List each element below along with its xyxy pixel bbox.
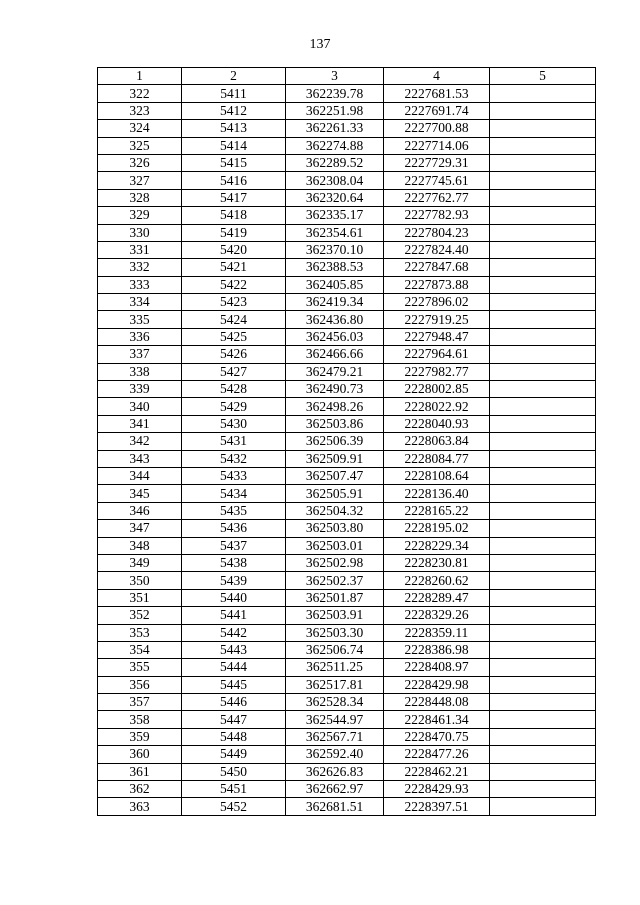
note-cell [490,554,596,571]
x-coordinate-cell: 362505.91 [286,485,384,502]
table-row [98,572,596,589]
point-number-cell: 5432 [182,450,286,467]
point-number-cell: 5435 [182,502,286,519]
x-coordinate-cell: 362419.34 [286,294,384,311]
point-number-cell: 5430 [182,415,286,432]
table-row [98,659,596,676]
point-number-cell: 5448 [182,728,286,745]
table-row [98,641,596,658]
x-coordinate-cell: 362498.26 [286,398,384,415]
y-coordinate-cell: 2228165.22 [384,502,490,519]
x-coordinate-cell: 362289.52 [286,154,384,171]
point-number-cell: 5428 [182,381,286,398]
x-coordinate-cell: 362528.34 [286,694,384,711]
point-number-cell: 5429 [182,398,286,415]
note-cell [490,728,596,745]
table-row [98,589,596,606]
table-row [98,554,596,571]
y-coordinate-cell: 2227919.25 [384,311,490,328]
y-coordinate-cell: 2228477.26 [384,746,490,763]
y-coordinate-cell: 2227804.23 [384,224,490,241]
y-coordinate-cell: 2227982.77 [384,363,490,380]
x-coordinate-cell: 362370.10 [286,241,384,258]
row-index-cell: 344 [98,467,182,484]
y-coordinate-cell: 2228229.34 [384,537,490,554]
row-index-cell: 334 [98,294,182,311]
table-row [98,781,596,798]
row-index-cell: 349 [98,554,182,571]
x-coordinate-cell: 362335.17 [286,207,384,224]
point-number-cell: 5440 [182,589,286,606]
note-cell [490,276,596,293]
x-coordinate-cell: 362479.21 [286,363,384,380]
row-index-cell: 326 [98,154,182,171]
y-coordinate-cell: 2227847.68 [384,259,490,276]
note-cell [490,102,596,119]
row-index-cell: 345 [98,485,182,502]
x-coordinate-cell: 362502.37 [286,572,384,589]
point-number-cell: 5416 [182,172,286,189]
y-coordinate-cell: 2227964.61 [384,346,490,363]
note-cell [490,224,596,241]
note-cell [490,537,596,554]
table-header-row [98,68,596,85]
y-coordinate-cell: 2228359.11 [384,624,490,641]
note-cell [490,659,596,676]
row-index-cell: 323 [98,102,182,119]
point-number-cell: 5449 [182,746,286,763]
x-coordinate-cell: 362626.83 [286,763,384,780]
point-number-cell: 5425 [182,328,286,345]
row-index-cell: 322 [98,85,182,102]
x-coordinate-cell: 362544.97 [286,711,384,728]
row-index-cell: 329 [98,207,182,224]
y-coordinate-cell: 2228470.75 [384,728,490,745]
note-cell [490,328,596,345]
note-cell [490,189,596,206]
note-cell [490,346,596,363]
x-coordinate-cell: 362503.91 [286,607,384,624]
x-coordinate-cell: 362506.39 [286,433,384,450]
note-cell [490,781,596,798]
row-index-cell: 332 [98,259,182,276]
y-coordinate-cell: 2228230.81 [384,554,490,571]
y-coordinate-cell: 2228329.26 [384,607,490,624]
x-coordinate-cell: 362308.04 [286,172,384,189]
point-number-cell: 5436 [182,520,286,537]
note-cell [490,154,596,171]
row-index-cell: 337 [98,346,182,363]
table-row [98,311,596,328]
point-number-cell: 5446 [182,694,286,711]
point-number-cell: 5426 [182,346,286,363]
row-index-cell: 347 [98,520,182,537]
point-number-cell: 5439 [182,572,286,589]
y-coordinate-cell: 2228408.97 [384,659,490,676]
x-coordinate-cell: 362681.51 [286,798,384,815]
point-number-cell: 5447 [182,711,286,728]
point-number-cell: 5417 [182,189,286,206]
x-coordinate-cell: 362506.74 [286,641,384,658]
note-cell [490,415,596,432]
row-index-cell: 338 [98,363,182,380]
row-index-cell: 330 [98,224,182,241]
point-number-cell: 5421 [182,259,286,276]
table-row [98,346,596,363]
point-number-cell: 5419 [182,224,286,241]
column-header-4: 4 [384,68,490,85]
note-cell [490,433,596,450]
table-row [98,467,596,484]
point-number-cell: 5434 [182,485,286,502]
row-index-cell: 324 [98,120,182,137]
x-coordinate-cell: 362504.32 [286,502,384,519]
x-coordinate-cell: 362502.98 [286,554,384,571]
y-coordinate-cell: 2227729.31 [384,154,490,171]
row-index-cell: 361 [98,763,182,780]
table-row [98,607,596,624]
row-index-cell: 331 [98,241,182,258]
note-cell [490,798,596,815]
point-number-cell: 5415 [182,154,286,171]
x-coordinate-cell: 362592.40 [286,746,384,763]
table-row [98,276,596,293]
x-coordinate-cell: 362261.33 [286,120,384,137]
table-row [98,398,596,415]
table-row [98,241,596,258]
x-coordinate-cell: 362503.01 [286,537,384,554]
table-row [98,294,596,311]
point-number-cell: 5441 [182,607,286,624]
row-index-cell: 339 [98,381,182,398]
point-number-cell: 5411 [182,85,286,102]
table-row [98,694,596,711]
x-coordinate-cell: 362490.73 [286,381,384,398]
row-index-cell: 355 [98,659,182,676]
y-coordinate-cell: 2228022.92 [384,398,490,415]
y-coordinate-cell: 2228462.21 [384,763,490,780]
y-coordinate-cell: 2228195.02 [384,520,490,537]
note-cell [490,746,596,763]
y-coordinate-cell: 2227745.61 [384,172,490,189]
point-number-cell: 5412 [182,102,286,119]
point-number-cell: 5444 [182,659,286,676]
y-coordinate-cell: 2228002.85 [384,381,490,398]
x-coordinate-cell: 362239.78 [286,85,384,102]
row-index-cell: 363 [98,798,182,815]
y-coordinate-cell: 2228429.98 [384,676,490,693]
row-index-cell: 360 [98,746,182,763]
y-coordinate-cell: 2228108.64 [384,467,490,484]
point-number-cell: 5445 [182,676,286,693]
point-number-cell: 5422 [182,276,286,293]
y-coordinate-cell: 2228063.84 [384,433,490,450]
note-cell [490,398,596,415]
point-number-cell: 5418 [182,207,286,224]
y-coordinate-cell: 2227762.77 [384,189,490,206]
x-coordinate-cell: 362405.85 [286,276,384,293]
note-cell [490,241,596,258]
row-index-cell: 357 [98,694,182,711]
row-index-cell: 352 [98,607,182,624]
note-cell [490,694,596,711]
note-cell [490,520,596,537]
table-row [98,485,596,502]
table-row [98,711,596,728]
y-coordinate-cell: 2227873.88 [384,276,490,293]
column-header-5: 5 [490,68,596,85]
row-index-cell: 325 [98,137,182,154]
row-index-cell: 358 [98,711,182,728]
point-number-cell: 5451 [182,781,286,798]
y-coordinate-cell: 2227700.88 [384,120,490,137]
row-index-cell: 346 [98,502,182,519]
note-cell [490,311,596,328]
note-cell [490,381,596,398]
x-coordinate-cell: 362251.98 [286,102,384,119]
note-cell [490,294,596,311]
page-number: 137 [309,37,331,52]
point-number-cell: 5443 [182,641,286,658]
row-index-cell: 343 [98,450,182,467]
table-row [98,433,596,450]
table-row [98,502,596,519]
note-cell [490,624,596,641]
table-row [98,224,596,241]
coordinates-table [97,67,596,816]
row-index-cell: 354 [98,641,182,658]
note-cell [490,207,596,224]
point-number-cell: 5420 [182,241,286,258]
x-coordinate-cell: 362567.71 [286,728,384,745]
x-coordinate-cell: 362456.03 [286,328,384,345]
row-index-cell: 341 [98,415,182,432]
y-coordinate-cell: 2228289.47 [384,589,490,606]
note-cell [490,137,596,154]
point-number-cell: 5424 [182,311,286,328]
note-cell [490,502,596,519]
row-index-cell: 351 [98,589,182,606]
y-coordinate-cell: 2228461.34 [384,711,490,728]
note-cell [490,450,596,467]
note-cell [490,85,596,102]
table-row [98,676,596,693]
y-coordinate-cell: 2227681.53 [384,85,490,102]
x-coordinate-cell: 362388.53 [286,259,384,276]
y-coordinate-cell: 2228084.77 [384,450,490,467]
point-number-cell: 5423 [182,294,286,311]
x-coordinate-cell: 362509.91 [286,450,384,467]
table-row [98,537,596,554]
y-coordinate-cell: 2227691.74 [384,102,490,119]
table-row [98,120,596,137]
y-coordinate-cell: 2228429.93 [384,781,490,798]
x-coordinate-cell: 362511.25 [286,659,384,676]
column-header-1: 1 [98,68,182,85]
table-row [98,798,596,815]
table-row [98,763,596,780]
table-row [98,207,596,224]
note-cell [490,172,596,189]
point-number-cell: 5431 [182,433,286,450]
row-index-cell: 336 [98,328,182,345]
table-row [98,415,596,432]
note-cell [490,467,596,484]
table-row [98,381,596,398]
row-index-cell: 335 [98,311,182,328]
row-index-cell: 348 [98,537,182,554]
row-index-cell: 362 [98,781,182,798]
point-number-cell: 5442 [182,624,286,641]
y-coordinate-cell: 2228448.08 [384,694,490,711]
row-index-cell: 327 [98,172,182,189]
note-cell [490,589,596,606]
note-cell [490,485,596,502]
row-index-cell: 340 [98,398,182,415]
table-row [98,363,596,380]
table-row [98,189,596,206]
note-cell [490,120,596,137]
table-row [98,728,596,745]
row-index-cell: 328 [98,189,182,206]
x-coordinate-cell: 362436.80 [286,311,384,328]
table-row [98,137,596,154]
row-index-cell: 356 [98,676,182,693]
table-row [98,85,596,102]
note-cell [490,572,596,589]
x-coordinate-cell: 362662.97 [286,781,384,798]
point-number-cell: 5433 [182,467,286,484]
row-index-cell: 333 [98,276,182,293]
x-coordinate-cell: 362320.64 [286,189,384,206]
x-coordinate-cell: 362517.81 [286,676,384,693]
x-coordinate-cell: 362501.87 [286,589,384,606]
y-coordinate-cell: 2228136.40 [384,485,490,502]
table-row [98,450,596,467]
table-row [98,746,596,763]
table-row [98,172,596,189]
table-row [98,328,596,345]
row-index-cell: 353 [98,624,182,641]
column-header-3: 3 [286,68,384,85]
x-coordinate-cell: 362503.80 [286,520,384,537]
point-number-cell: 5427 [182,363,286,380]
y-coordinate-cell: 2227948.47 [384,328,490,345]
point-number-cell: 5452 [182,798,286,815]
table-body [98,85,596,815]
point-number-cell: 5413 [182,120,286,137]
table-row [98,259,596,276]
note-cell [490,676,596,693]
note-cell [490,259,596,276]
y-coordinate-cell: 2228386.98 [384,641,490,658]
row-index-cell: 359 [98,728,182,745]
x-coordinate-cell: 362466.66 [286,346,384,363]
x-coordinate-cell: 362503.86 [286,415,384,432]
point-number-cell: 5450 [182,763,286,780]
table-row [98,624,596,641]
note-cell [490,363,596,380]
note-cell [490,607,596,624]
x-coordinate-cell: 362507.47 [286,467,384,484]
table-row [98,154,596,171]
table-row [98,520,596,537]
row-index-cell: 342 [98,433,182,450]
y-coordinate-cell: 2227782.93 [384,207,490,224]
note-cell [490,641,596,658]
point-number-cell: 5414 [182,137,286,154]
y-coordinate-cell: 2227896.02 [384,294,490,311]
x-coordinate-cell: 362354.61 [286,224,384,241]
column-header-2: 2 [182,68,286,85]
y-coordinate-cell: 2227824.40 [384,241,490,258]
note-cell [490,711,596,728]
note-cell [490,763,596,780]
y-coordinate-cell: 2228260.62 [384,572,490,589]
row-index-cell: 350 [98,572,182,589]
y-coordinate-cell: 2228040.93 [384,415,490,432]
x-coordinate-cell: 362274.88 [286,137,384,154]
y-coordinate-cell: 2228397.51 [384,798,490,815]
y-coordinate-cell: 2227714.06 [384,137,490,154]
point-number-cell: 5437 [182,537,286,554]
x-coordinate-cell: 362503.30 [286,624,384,641]
table-row [98,102,596,119]
point-number-cell: 5438 [182,554,286,571]
